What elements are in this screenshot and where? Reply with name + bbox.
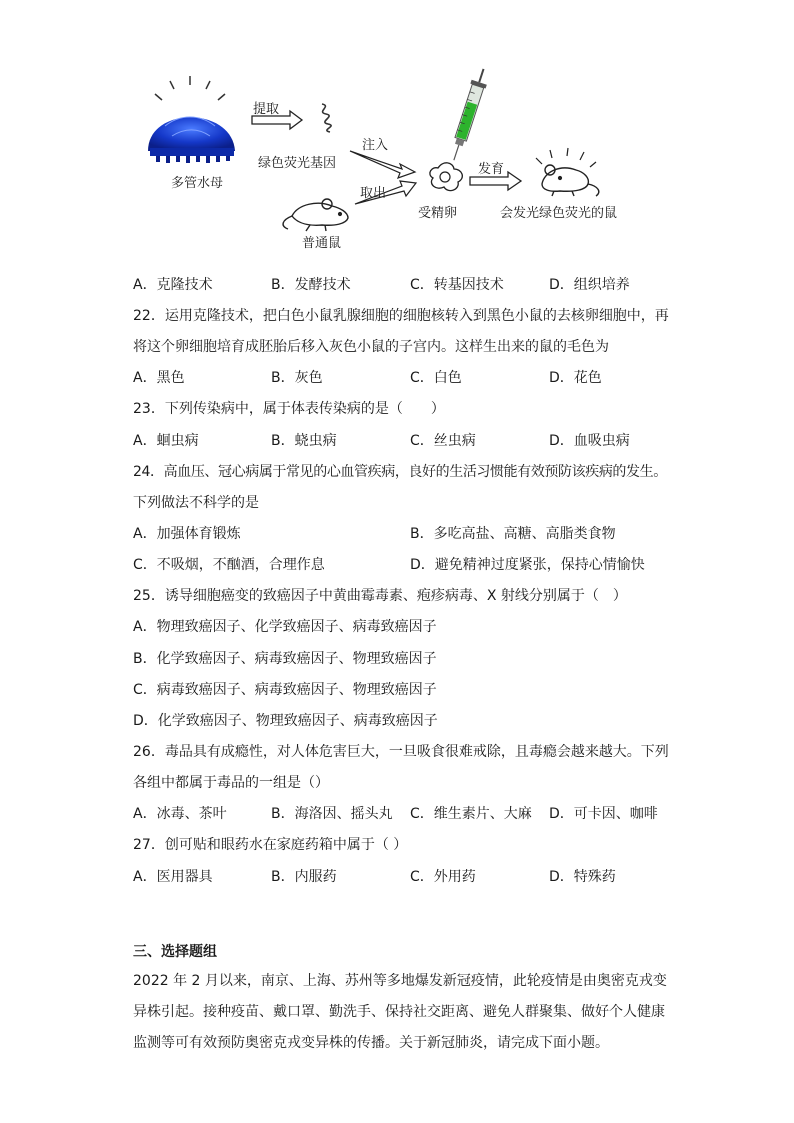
- normal-mouse-label: 普通鼠: [302, 236, 342, 251]
- section-intro-line1: 2022 年 2 月以来，南京、上海、苏州等多地爆发新冠疫情，此轮疫情是由奥密克戎变: [133, 973, 667, 989]
- transgenic-diagram: [140, 66, 660, 256]
- q25-option-d: D．化学致癌因子、物理致癌因子、病毒致癌因子: [133, 713, 438, 729]
- q27-stem: 27．创可贴和眼药水在家庭药箱中属于（ ）: [133, 837, 408, 853]
- q27-option-a: A．医用器具: [133, 869, 213, 885]
- q22-stem-line2: 将这个卵细胞培育成胚胎后移入灰色小鼠的子宫内。这样生出来的鼠的毛色为: [133, 339, 609, 355]
- q22-option-b: B．灰色: [271, 370, 323, 386]
- q24-option-c: C．不吸烟，不酗酒，合理作息: [133, 557, 325, 573]
- q23-stem: 23．下列传染病中，属于体表传染病的是（ ）: [133, 401, 445, 417]
- q26-stem-line1: 26．毒品具有成瘾性，对人体危害巨大，一旦吸食很难戒除，且毒瘾会越来越大。下列: [133, 744, 669, 760]
- arrow-inject-icon: [350, 151, 415, 178]
- q24-stem-line2: 下列做法不科学的是: [133, 495, 259, 511]
- q24-option-b: B．多吃高盐、高糖、高脂类食物: [410, 526, 616, 542]
- q26-option-a: A．冰毒、茶叶: [133, 806, 227, 822]
- q25-option-c: C．病毒致癌因子、病毒致癌因子、物理致癌因子: [133, 682, 437, 698]
- q21-option-d: D．组织培养: [549, 277, 630, 293]
- q21-option-c: C．转基因技术: [410, 277, 504, 293]
- q21-option-b: B．发酵技术: [271, 277, 351, 293]
- rays-icon: [155, 76, 225, 100]
- q24-stem-line1: 24．高血压、冠心病属于常见的心血管疾病，良好的生活习惯能有效预防该疾病的发生。: [133, 464, 667, 480]
- jellyfish-label: 多管水母: [171, 176, 224, 191]
- q26-option-c: C．维生素片、大麻: [410, 806, 532, 822]
- q26-option-d: D．可卡因、咖啡: [549, 806, 658, 822]
- q25-option-b: B．化学致癌因子、病毒致癌因子、物理致癌因子: [133, 651, 437, 667]
- inject-label: 注入: [362, 138, 389, 153]
- q23-option-b: B．蛲虫病: [271, 433, 337, 449]
- section-intro-line2: 异株引起。接种疫苗、戴口罩、勤洗手、保持社交距离、避免人群聚集、做好个人健康: [133, 1004, 665, 1020]
- q22-stem-line1: 22．运用克隆技术，把白色小鼠乳腺细胞的细胞核转入到黑色小鼠的去核卵细胞中，再: [133, 308, 669, 324]
- gene-label: 绿色荧光基因: [258, 156, 337, 171]
- q22-option-a: A．黑色: [133, 370, 185, 386]
- q27-option-b: B．内服药: [271, 869, 337, 885]
- take-out-label: 取出: [360, 186, 387, 201]
- q22-option-c: C．白色: [410, 370, 462, 386]
- extract-label: 提取: [253, 102, 280, 117]
- q24-option-a: A．加强体育锻炼: [133, 526, 241, 542]
- fertilized-egg-label: 受精卵: [418, 206, 458, 221]
- section-intro-line3: 监测等可有效预防奥密克戎变异株的传播。关于新冠肺炎，请完成下面小题。: [133, 1035, 609, 1051]
- q25-option-a: A．物理致癌因子、化学致癌因子、病毒致癌因子: [133, 619, 437, 635]
- q22-option-d: D．花色: [549, 370, 602, 386]
- fertilized-egg-icon: [430, 163, 463, 191]
- glowing-mouse-icon: [536, 148, 599, 196]
- syringe-icon: [446, 66, 491, 162]
- gene-coil-icon: [322, 104, 331, 132]
- develop-label: 发育: [478, 162, 505, 177]
- q26-stem-line2: 各组中都属于毒品的一组是（）: [133, 775, 329, 791]
- q27-option-c: C．外用药: [410, 869, 476, 885]
- jellyfish-icon: [148, 117, 235, 163]
- normal-mouse-icon: [283, 199, 348, 231]
- q27-option-d: D．特殊药: [549, 869, 616, 885]
- q21-option-a: A．克隆技术: [133, 277, 213, 293]
- q23-option-c: C．丝虫病: [410, 433, 476, 449]
- q23-option-d: D．血吸虫病: [549, 433, 630, 449]
- q23-option-a: A．蛔虫病: [133, 433, 199, 449]
- q24-option-d: D．避免精神过度紧张，保持心情愉快: [410, 557, 645, 573]
- section-title: 三、选择题组: [133, 944, 217, 960]
- q25-stem: 25．诱导细胞癌变的致癌因子中黄曲霉毒素、疱疹病毒、X 射线分别属于（ ）: [133, 588, 627, 604]
- q26-option-b: B．海洛因、摇头丸: [271, 806, 393, 822]
- diagram-art: [140, 66, 660, 256]
- result-mouse-label: 会发光绿色荧光的鼠: [500, 206, 618, 221]
